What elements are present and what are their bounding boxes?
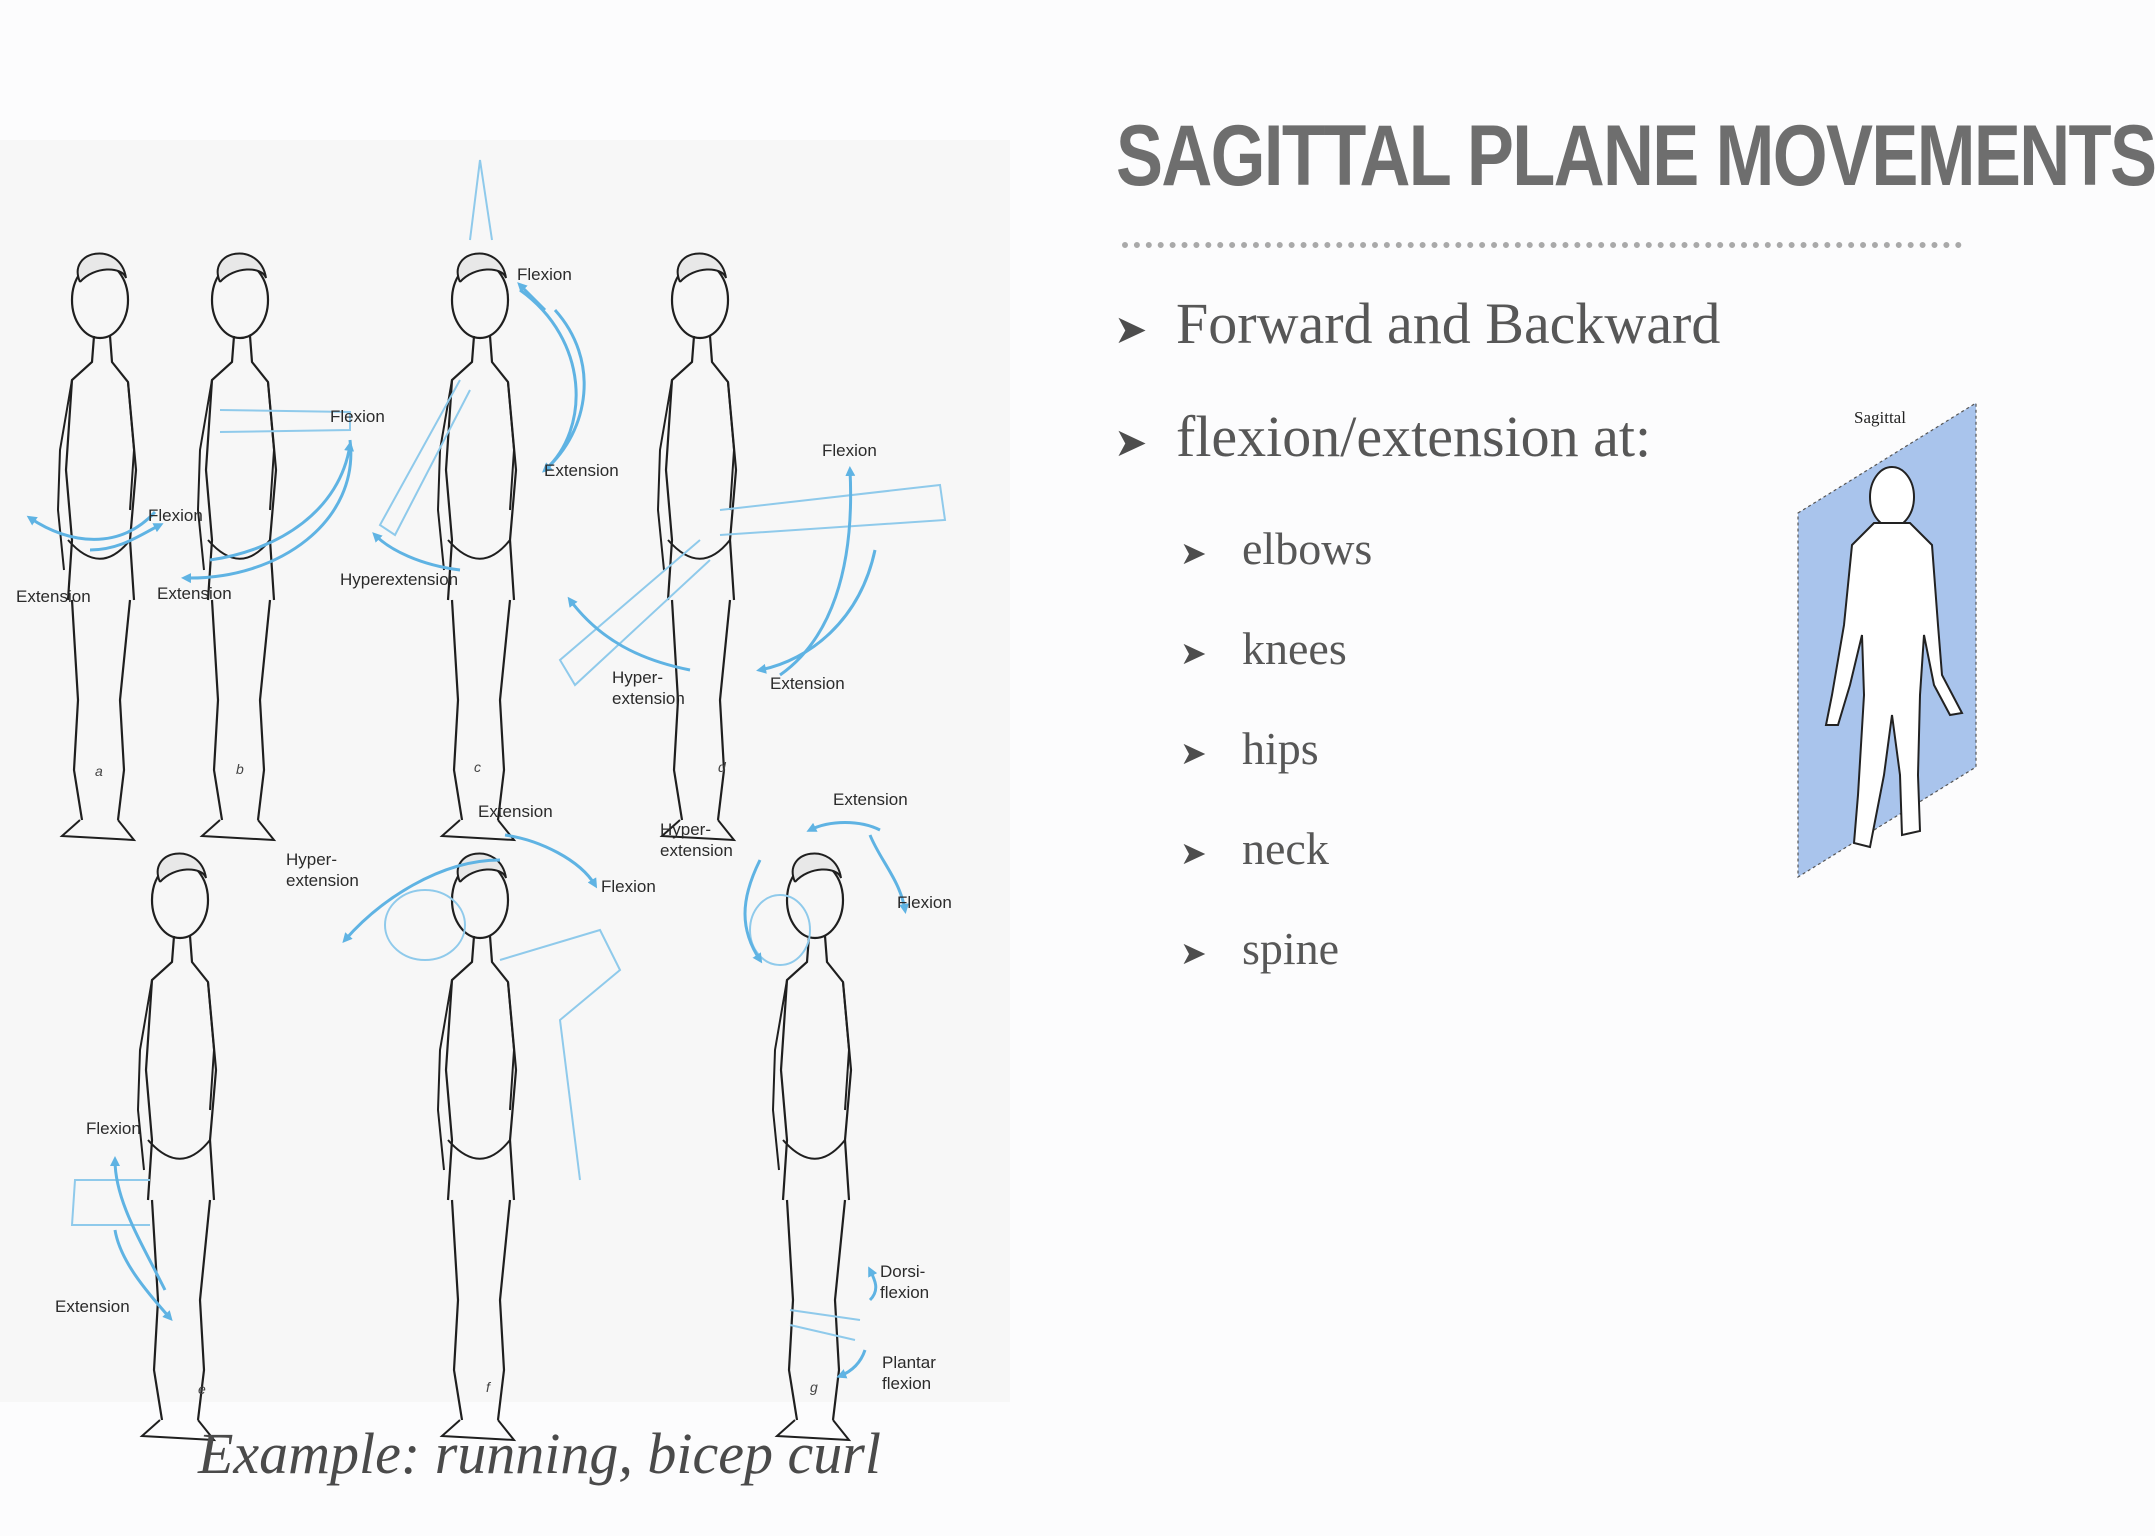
- sub-bullet-item: [1180, 822, 1329, 875]
- arrow-icon: [505, 835, 595, 885]
- label-g-dorsi: Dorsi-: [880, 1262, 926, 1281]
- label-a-flexion: Flexion: [148, 506, 203, 525]
- figure-c: [438, 253, 516, 840]
- sub-bullet-item: [1180, 522, 1372, 575]
- label-d-flexion: Flexion: [822, 441, 877, 460]
- sub-bullet-item: [1180, 622, 1347, 675]
- arrow-bullet-icon: ➤: [1180, 734, 1207, 772]
- label-g-dorsi2: flexion: [880, 1283, 930, 1302]
- panel-letter-a: a: [95, 763, 103, 779]
- label-b-extension: Extension: [157, 584, 232, 603]
- panel-letter-g: g: [810, 1379, 818, 1395]
- label-c-extension: Extension: [544, 461, 619, 480]
- title-divider: [1122, 242, 1962, 248]
- slide-title: SAGITTAL PLANE MOVEMENTS: [1116, 108, 2155, 204]
- arrow-bullet-icon: ➤: [1180, 634, 1207, 672]
- label-e-flexion: Flexion: [86, 1119, 141, 1138]
- arrow-icon: [870, 1270, 876, 1300]
- sub-bullet-text: knees: [1242, 623, 1347, 674]
- panel-letter-b: b: [236, 761, 244, 777]
- plane-label: Sagittal: [1854, 408, 1906, 427]
- arrow-icon: [810, 823, 880, 831]
- sub-bullet-text: hips: [1242, 723, 1319, 774]
- figure-f: [438, 853, 516, 1440]
- movement-arrows: [30, 285, 905, 1376]
- panel-letter-f: f: [486, 1379, 490, 1395]
- arrow-bullet-icon: ➤: [1180, 934, 1207, 972]
- sub-bullet-text: spine: [1242, 923, 1340, 974]
- label-f-hyper: Hyper-: [286, 850, 338, 869]
- label-b-flexion: Flexion: [330, 407, 385, 426]
- label-c-hyperextension: Hyperextension: [340, 570, 459, 589]
- ghost-limbs: [72, 160, 945, 1340]
- label-d-extension: Extension: [770, 674, 845, 693]
- label-d-hyper: Hyper-: [612, 668, 664, 687]
- arrow-icon: [745, 860, 760, 960]
- label-d-extension2: extension: [612, 689, 685, 708]
- sagittal-plane-illustration: [1792, 395, 1998, 885]
- sub-bullet-text: neck: [1242, 823, 1329, 874]
- label-f-flexion: Flexion: [601, 877, 656, 896]
- movements-illustration: [0, 140, 1010, 1402]
- figure-d: [658, 253, 736, 840]
- arrow-bullet-icon: ➤: [1114, 307, 1148, 353]
- bullet-text: flexion/extension at:: [1176, 404, 1652, 469]
- panel-letter-e: e: [198, 1381, 206, 1397]
- figure-g: [773, 853, 851, 1440]
- label-g-extension2: extension: [660, 841, 733, 860]
- label-e-extension: Extension: [55, 1297, 130, 1316]
- bullet-text: Forward and Backward: [1176, 291, 1721, 356]
- label-g-plantar: Plantar: [882, 1353, 936, 1372]
- arrow-bullet-icon: ➤: [1180, 834, 1207, 872]
- figure-e: [138, 853, 216, 1440]
- panel-letter-c: c: [474, 759, 481, 775]
- bullet-item: [1114, 290, 1720, 357]
- label-a-extension: Extension: [16, 587, 91, 606]
- arrow-bullet-icon: ➤: [1114, 420, 1148, 466]
- label-f-extension2: extension: [286, 871, 359, 890]
- label-g-extension: Extension: [833, 790, 908, 809]
- sub-bullet-text: elbows: [1242, 523, 1373, 574]
- panel-letter-d: d: [718, 759, 726, 775]
- bullet-item: [1114, 403, 1651, 470]
- label-g-hyper: Hyper-: [660, 820, 712, 839]
- sub-bullet-item: [1180, 922, 1339, 975]
- example-caption: Example: running, bicep curl: [198, 1421, 881, 1486]
- arrow-icon: [30, 512, 155, 539]
- label-g-flexion: Flexion: [897, 893, 952, 912]
- label-f-extension: Extension: [478, 802, 553, 821]
- label-c-flexion: Flexion: [517, 265, 572, 284]
- label-g-plantar2: flexion: [882, 1374, 932, 1393]
- arrow-bullet-icon: ➤: [1180, 534, 1207, 572]
- sub-bullet-item: [1180, 722, 1319, 775]
- arrow-icon: [840, 1350, 865, 1376]
- sagittal-plane-figure: [1792, 395, 1998, 885]
- arrow-icon: [760, 550, 875, 670]
- figure-a: [58, 253, 136, 840]
- sagittal-movements-figure: [0, 140, 1010, 1402]
- arrow-icon: [375, 535, 460, 570]
- arrow-icon: [210, 445, 350, 560]
